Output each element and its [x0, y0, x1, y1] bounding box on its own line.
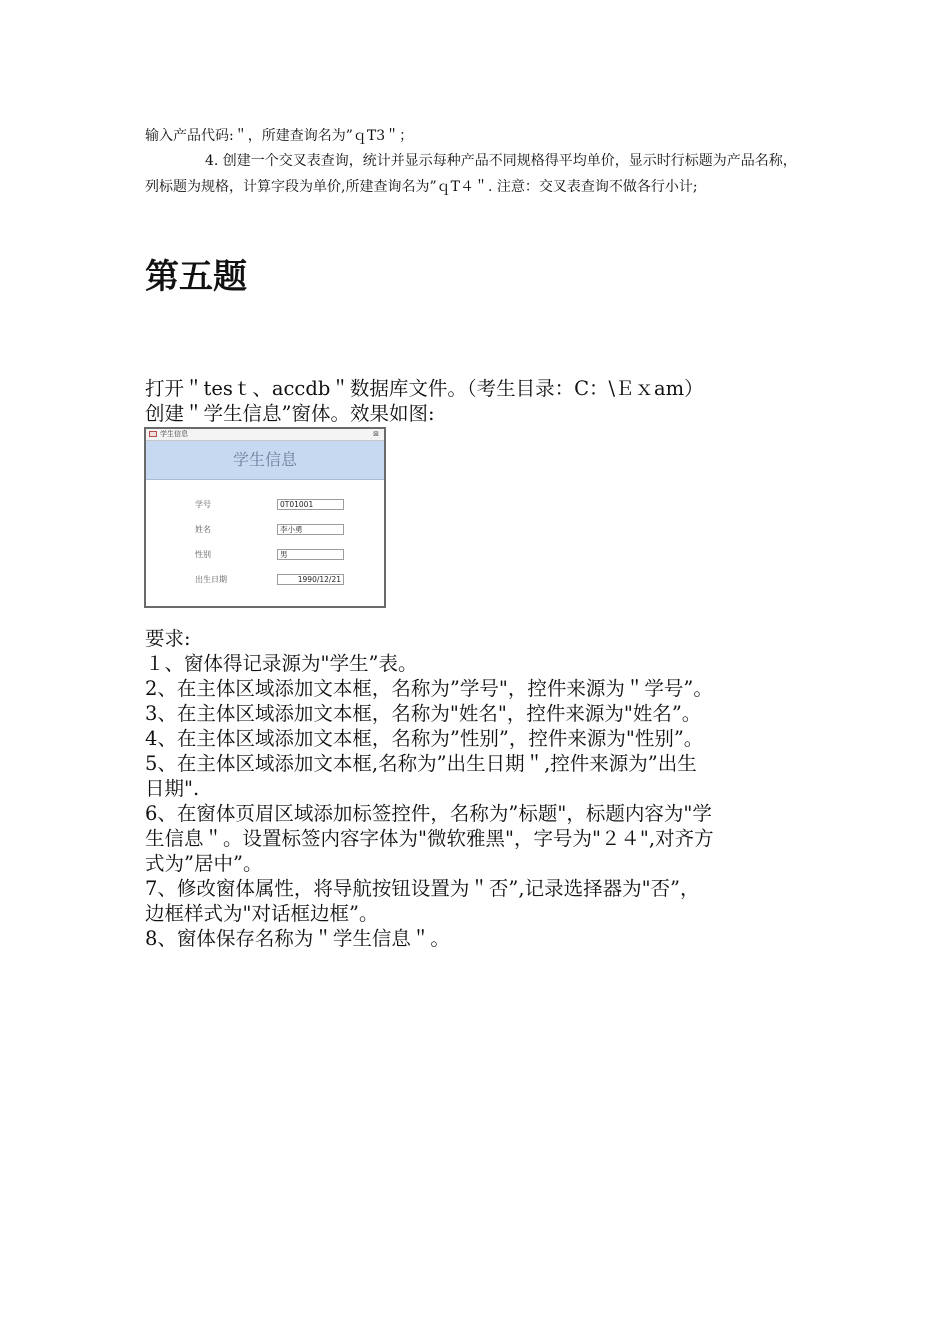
field-label: 性别: [195, 550, 211, 559]
requirement-line: 式为”居中”。: [145, 852, 263, 875]
field-row-gender: [146, 549, 384, 563]
form-screenshot: [144, 427, 386, 608]
form-window-titlebar: [146, 429, 384, 441]
field-label: 出生日期: [195, 575, 227, 584]
intro-line-2: 创建＂学生信息”窗体。效果如图:: [145, 402, 435, 425]
field-label: 学号: [195, 500, 211, 509]
requirement-line: 6、在窗体页眉区域添加标签控件，名称为”标题"，标题内容为"学: [145, 802, 712, 825]
field-textbox: 0T01001: [277, 499, 344, 510]
section-heading: 第五题: [145, 257, 247, 297]
field-textbox: 1990/12/21: [277, 574, 344, 585]
requirement-line: 3、在主体区域添加文本框，名称为"姓名"，控件来源为"姓名”。: [145, 702, 702, 725]
requirement-line: 5、在主体区域添加文本框,名称为”出生日期＂,控件来源为”出生: [145, 752, 697, 775]
field-textbox: 男: [277, 549, 344, 560]
prev-question-item-4: [145, 148, 810, 200]
field-row-student-id: [146, 499, 384, 513]
requirement-line: 8、窗体保存名称为＂学生信息＂。: [145, 927, 450, 950]
field-textbox: 李小勇: [277, 524, 344, 535]
requirement-line: 2、在主体区域添加文本框，名称为”学号"，控件来源为＂学号”。: [145, 677, 713, 700]
requirement-line: １、窗体得记录源为"学生”表。: [145, 652, 418, 675]
prev-question-line: 输入产品代码:＂，所建查询名为”ｑT3＂；: [145, 128, 414, 144]
intro-paragraph: [145, 376, 813, 426]
requirements-title: 要求:: [145, 627, 191, 650]
item-4-text: 4. 创建一个交叉表查询，统计并显示每种产品不同规格得平均单价，显示时行标题为产品名称，列标题为规格，计算字段为单价,所建查询名为”ｑT４＂. 注意：交叉表查询不做各行小计;: [145, 153, 797, 195]
form-body: [146, 480, 384, 606]
requirement-line: 日期".: [145, 777, 200, 800]
field-row-name: [146, 524, 384, 538]
requirement-line: 生信息＂。设置标签内容字体为"微软雅黑"，字号为"２４",对齐方: [145, 827, 714, 850]
requirement-line: 边框样式为"对话框边框”。: [145, 902, 379, 925]
requirement-line: 4、在主体区域添加文本框，名称为”性别”，控件来源为"性别”。: [145, 727, 704, 750]
form-header: 学生信息: [146, 441, 384, 480]
intro-line-1: 打开＂tesｔ、accdb＂数据库文件。（考生目录：C：\Ｅｘam）: [145, 377, 704, 400]
form-window-icon: [149, 431, 157, 437]
form-window-title: 学生信息: [160, 430, 188, 438]
requirements-list: [145, 626, 813, 951]
field-row-birthdate: [146, 574, 384, 588]
field-label: 姓名: [195, 525, 211, 534]
close-icon: ⊠: [373, 430, 379, 438]
requirement-line: 7、修改窗体属性，将导航按钮设置为＂否”,记录选择器为"否”，: [145, 877, 700, 900]
